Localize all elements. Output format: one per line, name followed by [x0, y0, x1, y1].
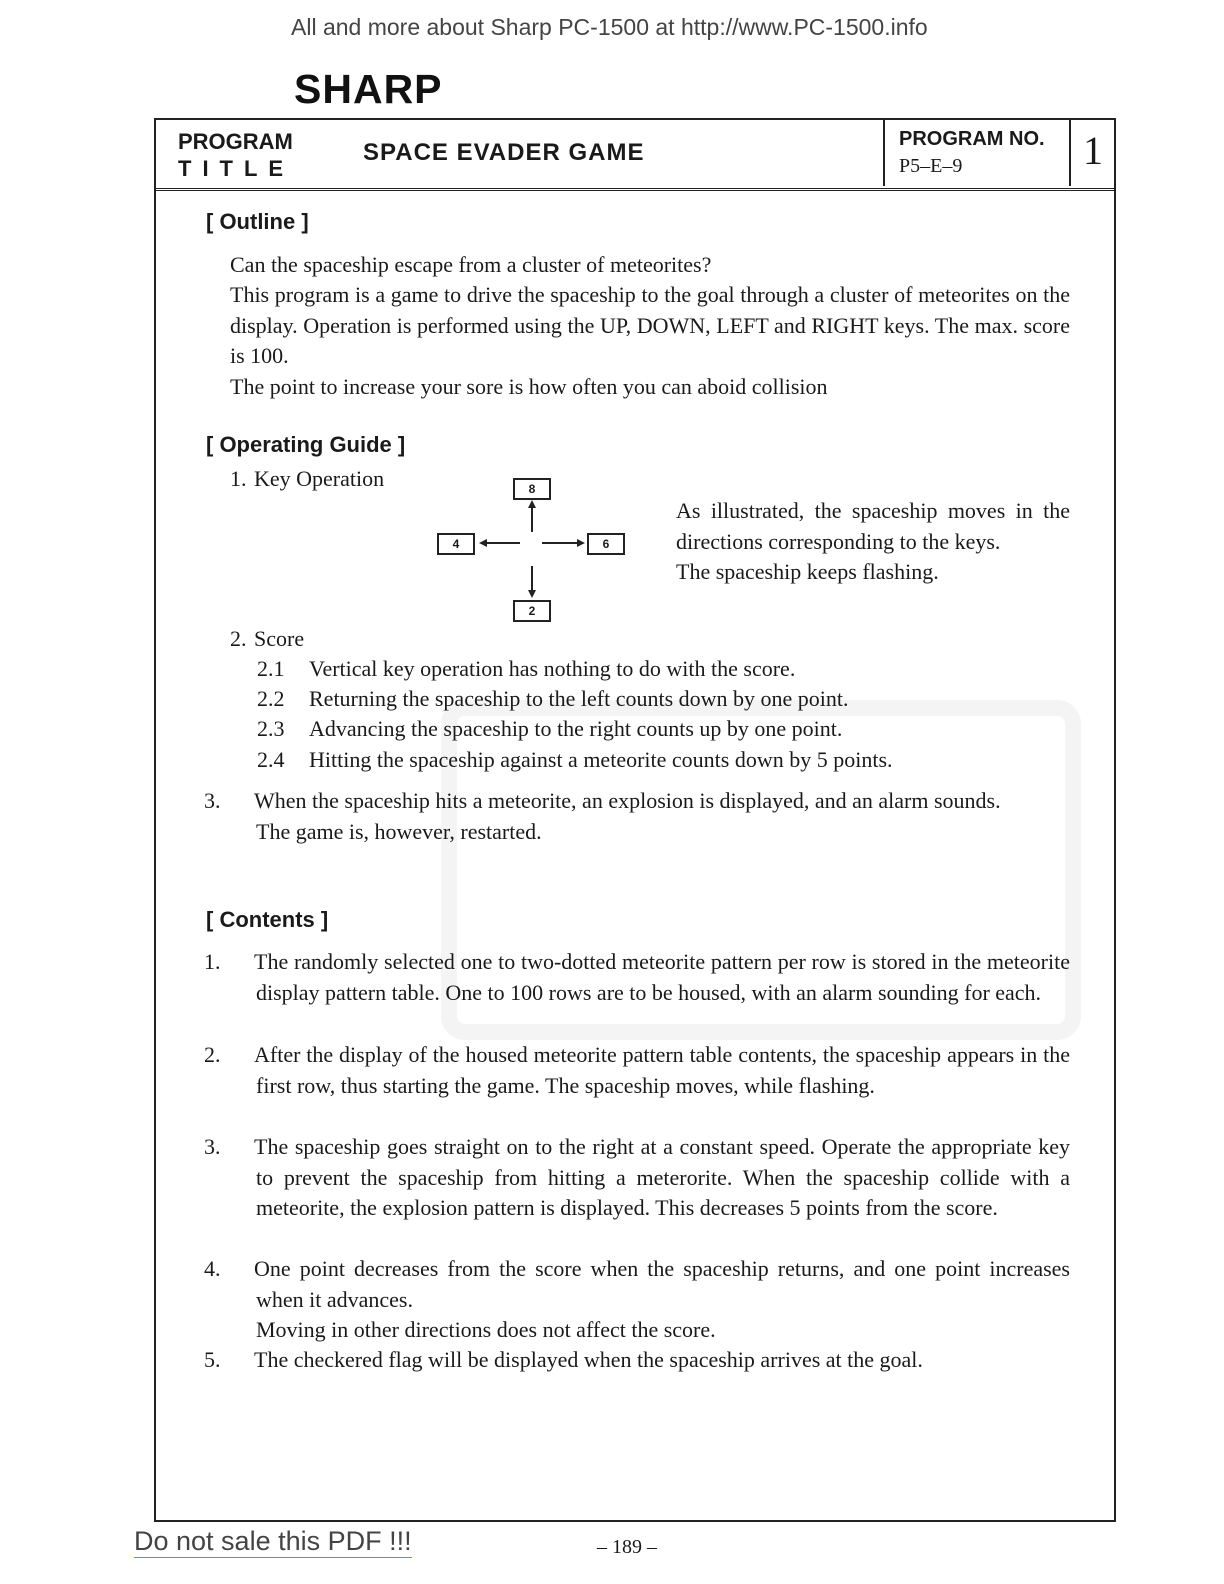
arrow-up-icon: [528, 500, 536, 508]
score-number: 2.: [230, 626, 247, 651]
sheet-index: 1: [1083, 128, 1103, 173]
score-item-number: 2.2: [257, 686, 285, 711]
key-direction-diagram: [436, 474, 636, 624]
contents-item-number: 2.: [204, 1042, 221, 1067]
contents-item: [204, 1254, 1070, 1346]
diagram-text-1: As illustrated, the spaceship moves in the directions corresponding to the keys.: [676, 498, 1070, 554]
contents-item-text: After the display of the housed meteorite pattern table contents, the spaceship appears in the first row, thus starting the game. The spaceship moves, while flashing.: [254, 1042, 1070, 1098]
score-item-text: Advancing the spaceship to the right counts up by one point.: [309, 716, 843, 741]
score-item: [257, 654, 795, 685]
outline-heading: [ Outline ]: [206, 209, 309, 234]
program-header: [156, 120, 1114, 191]
sharp-logo: SHARP: [294, 66, 443, 112]
collision-number: 3.: [204, 788, 221, 813]
direction-arrows: [436, 474, 636, 624]
score-item-number: 2.1: [257, 656, 285, 681]
contents-item: [204, 1132, 1070, 1224]
label-line-2: TITLE: [178, 156, 295, 181]
outline-line-2: This program is a game to drive the spaceship to the goal through a cluster of meteorites on the display. Operation is performed using the UP, DOWN, LEFT and RIGHT keys. The max. score is 100.: [230, 282, 1070, 368]
contents-item-text: One point decreases from the score when the spaceship returns, and one point increases when it advances.: [254, 1256, 1070, 1312]
key-operation-number: 1.: [230, 466, 247, 491]
contents-item-text: The spaceship goes straight on to the right at a constant speed. Operate the appropriate key to prevent the spaceship from hitting a meterorite. When the spaceship collide with a meteorite, the explosion pattern is displayed. This decreases 5 points from the score.: [254, 1134, 1070, 1220]
contents-item-text: The checkered flag will be displayed when the spaceship arrives at the goal.: [254, 1347, 923, 1372]
contents-item-text: The randomly selected one to two-dotted meteorite pattern per row is stored in the meteorite display pattern table. One to 100 rows are to be housed, with an alarm sounding for each.: [254, 949, 1070, 1005]
collision-text-2: The game is, however, restarted.: [256, 818, 542, 844]
contents-item: [204, 947, 1070, 1008]
program-number: P5–E–9: [899, 155, 963, 177]
key-2: 2: [513, 600, 551, 622]
operating-guide-heading: [ Operating Guide ]: [206, 432, 406, 457]
label-line-1: PROGRAM: [178, 129, 293, 154]
program-title-label: [178, 128, 294, 182]
score-item: [257, 714, 842, 745]
score-item-number: 2.4: [257, 747, 285, 772]
key-operation-label: Key Operation: [254, 466, 385, 491]
score-item: [257, 745, 893, 776]
key-diagram-description: [676, 496, 1070, 588]
contents-item-number: 1.: [204, 949, 221, 974]
program-number-box: [883, 120, 1071, 186]
score-item-text: Vertical key operation has nothing to do with the score.: [309, 656, 796, 681]
score-title: [230, 624, 1070, 655]
contents-heading: [ Contents ]: [206, 907, 329, 932]
arrow-down-icon: [528, 590, 536, 598]
page-number: – 189 –: [597, 1536, 657, 1558]
collision-note: [204, 786, 1070, 847]
outline-line-3: The point to increase your sore is how often you can aboid collision: [230, 374, 828, 399]
key-8: 8: [513, 478, 551, 500]
score-item-text: Returning the spaceship to the left counts down by one point.: [309, 686, 849, 711]
program-number-label: PROGRAM NO.: [899, 128, 1045, 150]
contents-item-number: 3.: [204, 1134, 221, 1159]
contents-item-number: 5.: [204, 1347, 221, 1372]
outline-line-1: Can the spaceship escape from a cluster of meteorites?: [230, 252, 712, 277]
arrow-left-icon: [479, 539, 487, 547]
collision-text: When the spaceship hits a meteorite, an explosion is displayed, and an alarm sounds.: [254, 788, 1001, 813]
score-item-text: Hitting the spaceship against a meteorite counts down by 5 points.: [309, 747, 893, 772]
key-6: 6: [587, 533, 625, 555]
contents-item: [204, 1040, 1070, 1101]
source-banner: All and more about Sharp PC-1500 at http://www.PC-1500.info: [291, 14, 928, 40]
score-item: [257, 684, 849, 715]
document-frame: [154, 118, 1116, 1522]
contents-item-extra: Moving in other directions does not affect the score.: [256, 1317, 716, 1342]
score-label: Score: [254, 626, 305, 651]
score-item-number: 2.3: [257, 716, 285, 741]
key-4: 4: [437, 533, 475, 555]
contents-item-number: 4.: [204, 1256, 221, 1281]
diagram-text-2: The spaceship keeps flashing.: [676, 559, 939, 584]
program-title: SPACE EVADER GAME: [363, 139, 645, 166]
arrow-right-icon: [577, 539, 585, 547]
contents-item: [204, 1345, 1070, 1376]
distribution-note: Do not sale this PDF !!!: [134, 1526, 412, 1556]
